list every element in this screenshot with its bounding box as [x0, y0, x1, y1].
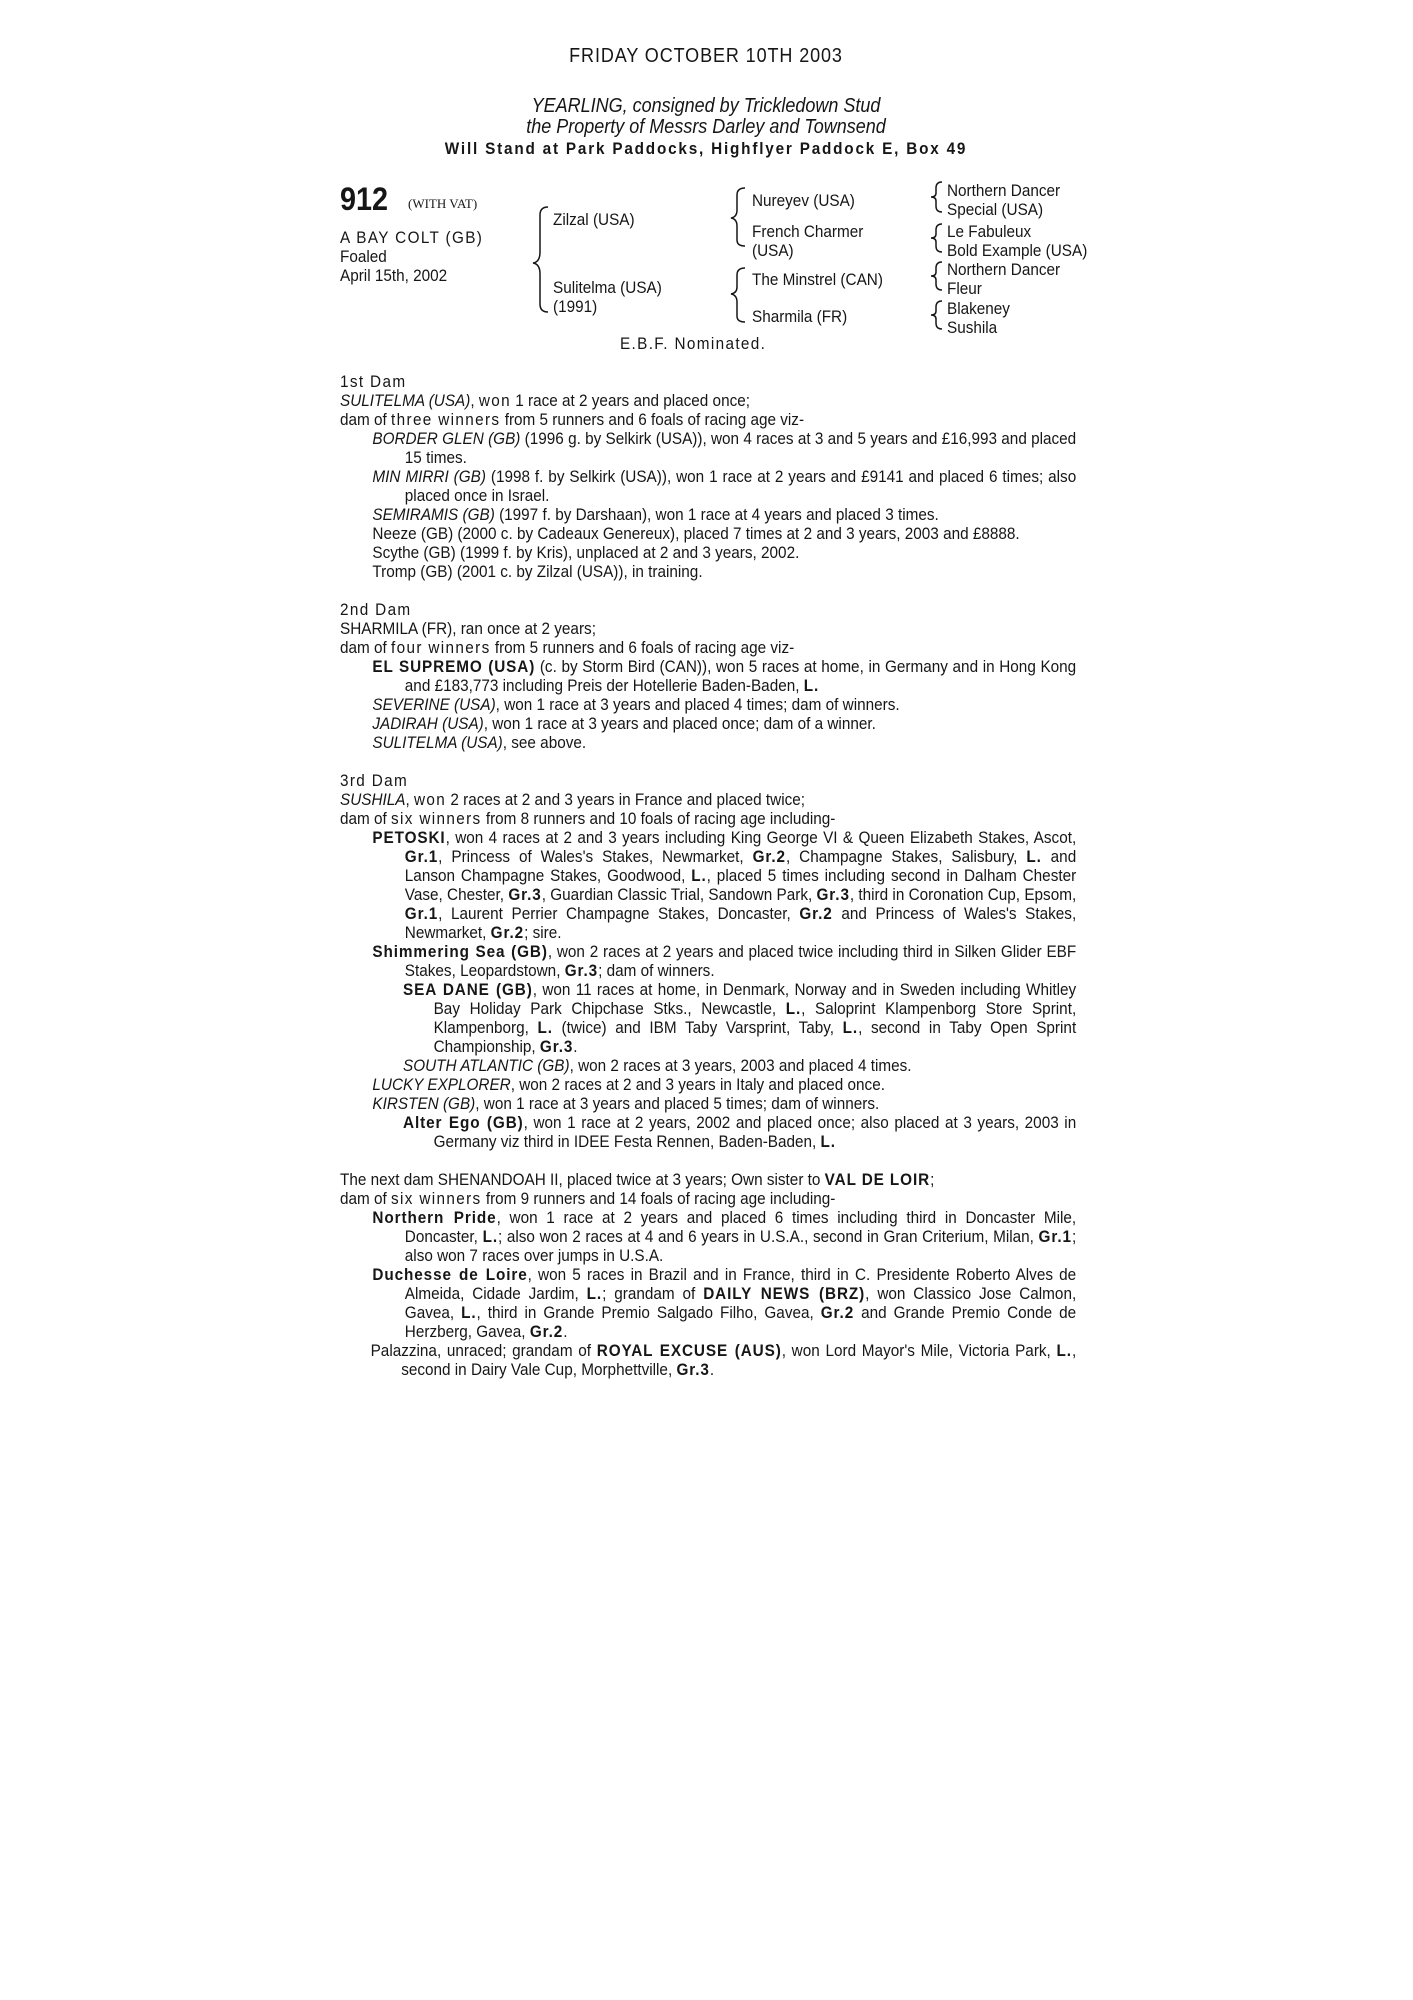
produce-entry: [340, 1075, 1076, 1094]
vat-note: (WITH VAT): [408, 196, 478, 211]
text: ; also won 7 races over jumps in U.S.A.: [404, 1227, 1077, 1265]
produce-entry: [340, 467, 1076, 505]
text: , won 1 race at 3 years and placed 4 times; dam of winners.: [495, 695, 900, 714]
produce-entry: [340, 429, 1076, 467]
produce-entry: [340, 1094, 1076, 1113]
race-grade: L.: [482, 1227, 498, 1246]
brace-sire: [731, 188, 745, 246]
pedigree-dam-dam: Sharmila (FR): [752, 307, 848, 326]
produce-entry: [340, 1341, 1076, 1379]
text: from 9 runners and 14 foals of racing age including-: [481, 1189, 836, 1208]
text: , won 2 races at 2 years and placed twice including third in Silken Glider EBF Stakes, Leopardstown,: [404, 942, 1077, 980]
text: dam of: [340, 1189, 392, 1208]
text: ; sire.: [524, 923, 562, 942]
horse-name: KIRSTEN (GB): [372, 1094, 476, 1113]
text: dam of: [340, 638, 392, 657]
pedigree-gg6: Fleur: [947, 279, 982, 298]
race-grade: L.: [691, 866, 707, 885]
pedigree-gg7: Blakeney: [947, 299, 1010, 318]
pedigree-sire-dam-name: French Charmer: [752, 222, 864, 241]
race-grade: Gr.3: [539, 1037, 574, 1056]
brace-g4: [931, 301, 942, 329]
text: ,: [405, 790, 414, 809]
race-grade: Gr.1: [1038, 1227, 1072, 1246]
horse-name: SOUTH ATLANTIC (GB): [403, 1056, 570, 1075]
horse-name: JADIRAH (USA): [372, 714, 484, 733]
first-dam-name: SULITELMA (USA): [340, 391, 471, 410]
race-grade: L.: [537, 1018, 553, 1037]
race-grade: L.: [785, 999, 802, 1018]
text: .: [573, 1037, 578, 1056]
third-dam-heading: 3rd Dam: [340, 771, 409, 790]
produce-entry: [340, 828, 1076, 942]
third-dam-produce-line: [340, 809, 1076, 828]
horse-name: Shimmering Sea (GB): [372, 942, 548, 961]
text: , won Classico Jose Calmon, Gavea,: [404, 1284, 1077, 1322]
produce-entry: [340, 695, 1076, 714]
text: , placed 5 times including second in Dalham Chester Vase, Chester,: [404, 866, 1077, 904]
text: and Princess of Wales's Stakes, Newmarket,: [404, 904, 1077, 942]
text: , won 11 races at home, in Denmark, Norway and in Sweden including Whitley Bay Holiday Park Chipchase Stks., Newcastle,: [433, 980, 1077, 1018]
pedigree-sire-dam-country: (USA): [752, 241, 794, 260]
text: ; also won 2 races at 4 and 6 years in U.S.A., second in Gran Criterium, Milan,: [497, 1227, 1039, 1246]
text: ,: [470, 391, 479, 410]
race-grade: Gr.2: [820, 1303, 855, 1322]
winners-count: three winners: [391, 410, 501, 429]
horse-name: SULITELMA (USA): [372, 733, 503, 752]
text: (1998 f. by Selkirk (USA)), won 1 race at 2 years and £9141 and placed 6 times; also placed once in Israel.: [404, 467, 1077, 505]
first-dam-line: [340, 391, 1076, 410]
brace-main: [533, 207, 548, 312]
text: , third in Coronation Cup, Epsom,: [849, 885, 1077, 904]
produce-entry: [340, 657, 1076, 695]
produce-entry: Tromp (GB) (2001 c. by Zilzal (USA)), in training.: [372, 562, 703, 581]
produce-entry: [340, 1265, 1076, 1341]
pedigree-gg2: Special (USA): [947, 200, 1044, 219]
race-grade: Gr.2: [529, 1322, 564, 1341]
first-dam-heading: 1st Dam: [340, 372, 407, 391]
horse-name: VAL DE LOIR: [824, 1170, 931, 1189]
horse-name: EL SUPREMO (USA): [372, 657, 536, 676]
produce-entry: [340, 942, 1076, 980]
produce-entry: Scythe (GB) (1999 f. by Kris), unplaced at 2 and 3 years, 2002.: [372, 543, 800, 562]
text: , won 2 races at 3 years, 2003 and placed 4 times.: [569, 1056, 912, 1075]
next-dam-section: [340, 1170, 1076, 1379]
pedigree-dam-year: (1991): [553, 297, 598, 316]
text: , see above.: [502, 733, 587, 752]
race-grade: Gr.2: [799, 904, 833, 923]
lot-number: 912: [340, 181, 389, 217]
consignor-line: YEARLING, consigned by Trickledown Stud: [531, 95, 881, 117]
horse-name: LUCKY EXPLORER: [372, 1075, 511, 1094]
text: (c. by Storm Bird (CAN)), won 5 races at home, in Germany and in Hong Kong and £183,773 including Preis der Hotellerie Baden-Baden,: [404, 657, 1077, 695]
brace-g3: [931, 262, 942, 290]
pedigree-sire-sire: Nureyev (USA): [752, 191, 855, 210]
text: , second in Dairy Vale Cup, Morphettville,: [401, 1341, 1077, 1379]
text: ; grandam of: [602, 1284, 704, 1303]
text: (1997 f. by Darshaan), won 1 race at 4 years and placed 3 times.: [494, 505, 939, 524]
race-grade: L.: [461, 1303, 477, 1322]
foaled-label: Foaled: [340, 247, 387, 266]
produce-entry: [340, 505, 1076, 524]
pedigree-sire-dam: [752, 222, 863, 260]
horse-name: SEA DANE (GB): [403, 980, 533, 999]
text: , won 1 race at 3 years and placed 5 times; dam of winners.: [475, 1094, 880, 1113]
pedigree-dam-sire: The Minstrel (CAN): [752, 270, 883, 289]
pedigree-gg4: Bold Example (USA): [947, 241, 1088, 260]
text: , won 1 race at 2 years, 2002 and placed once; also placed at 3 years, 2003 in Germany viz third in IDEE Festa Rennen, Baden-Baden,: [433, 1113, 1077, 1151]
third-dam-section: [340, 771, 1076, 1151]
pedigree-gg8: Sushila: [947, 318, 998, 337]
text: , Princess of Wales's Stakes, Newmarket,: [438, 847, 753, 866]
text: (twice) and IBM Taby Varsprint, Taby,: [552, 1018, 843, 1037]
horse-name: BORDER GLEN (GB): [372, 429, 521, 448]
sale-date: FRIDAY OCTOBER 10TH 2003: [569, 45, 843, 67]
winners-count: six winners: [391, 1189, 482, 1208]
next-dam-line: [340, 1170, 1076, 1189]
pedigree-gg5: Northern Dancer: [947, 260, 1061, 279]
horse-name: SEVERINE (USA): [372, 695, 496, 714]
text: won: [478, 391, 511, 410]
text: .: [563, 1322, 568, 1341]
horse-name: Alter Ego (GB): [403, 1113, 524, 1132]
brace-g1: [931, 182, 942, 212]
text: and Grande Premio Conde de Herzberg, Gavea,: [404, 1303, 1077, 1341]
race-grade: Gr.2: [490, 923, 525, 942]
text: , won 4 races at 2 and 3 years including King George VI & Queen Elizabeth Stakes, Ascot,: [445, 828, 1077, 847]
brace-g2: [931, 224, 942, 252]
text: , Guardian Classic Trial, Sandown Park,: [541, 885, 817, 904]
pedigree-dam: [553, 278, 662, 316]
horse-name: Duchesse de Loire: [372, 1265, 528, 1284]
text: , won 1 race at 2 years and placed 6 times including third in Doncaster Mile, Doncaster,: [404, 1208, 1077, 1246]
horse-name: ROYAL EXCUSE (AUS): [596, 1341, 782, 1360]
text: , won Lord Mayor's Mile, Victoria Park,: [781, 1341, 1057, 1360]
second-dam-section: [340, 600, 1076, 752]
winners-count: four winners: [391, 638, 491, 657]
next-dam-produce-line: [340, 1189, 1076, 1208]
text: , Champagne Stakes, Salisbury,: [785, 847, 1027, 866]
race-grade: Gr.3: [816, 885, 850, 904]
text: and Lanson Champagne Stakes, Goodwood,: [404, 847, 1077, 885]
produce-entry: [340, 1208, 1076, 1265]
pedigree-gg3: Le Fabuleux: [947, 222, 1032, 241]
produce-entry: [340, 1056, 1076, 1075]
text: Palazzina, unraced; grandam of: [370, 1341, 597, 1360]
horse-name: Northern Pride: [372, 1208, 497, 1227]
third-dam-name: SUSHILA: [340, 790, 406, 809]
text: 1 race at 2 years and placed once;: [510, 391, 750, 410]
produce-entry: [340, 733, 1076, 752]
text: The next dam SHENANDOAH II, placed twice at 3 years; Own sister to: [340, 1170, 825, 1189]
horse-name: MIN MIRRI (GB): [372, 467, 486, 486]
text: from 5 runners and 6 foals of racing age viz-: [490, 638, 795, 657]
first-dam-produce-line: [340, 410, 1076, 429]
produce-entry: [340, 1113, 1076, 1151]
race-grade: L.: [586, 1284, 603, 1303]
text: 2 races at 2 and 3 years in France and placed twice;: [446, 790, 806, 809]
produce-entry: [340, 714, 1076, 733]
race-grade: L.: [803, 676, 820, 695]
text: , third in Grande Premio Salgado Filho, Gavea,: [476, 1303, 821, 1322]
produce-entry: [340, 980, 1076, 1056]
horse-name: DAILY NEWS (BRZ): [703, 1284, 866, 1303]
horse-name: SEMIRAMIS (GB): [372, 505, 495, 524]
ebf-nominated: E.B.F. Nominated.: [620, 334, 767, 353]
text: dam of: [340, 410, 392, 429]
race-grade: L.: [820, 1132, 836, 1151]
text: from 5 runners and 6 foals of racing age viz-: [500, 410, 805, 429]
stand-location: Will Stand at Park Paddocks, Highflyer Paddock E, Box 49: [444, 139, 968, 158]
second-dam-heading: 2nd Dam: [340, 600, 412, 619]
text: , Saloprint Klampenborg Store Sprint, Klampenborg,: [433, 999, 1077, 1037]
race-grade: Gr.2: [752, 847, 786, 866]
catalogue-body: [340, 372, 1076, 1379]
text: from 8 runners and 10 foals of racing age including-: [481, 809, 836, 828]
horse-description: A BAY COLT (GB): [340, 228, 484, 247]
race-grade: Gr.3: [508, 885, 542, 904]
foaled-date: April 15th, 2002: [340, 266, 448, 285]
race-grade: Gr.3: [564, 961, 599, 980]
text: , second in Taby Open Sprint Championship,: [433, 1018, 1077, 1056]
second-dam-line: SHARMILA (FR), ran once at 2 years;: [340, 619, 596, 638]
second-dam-produce-line: [340, 638, 1076, 657]
text: (1996 g. by Selkirk (USA)), won 4 races at 3 and 5 years and £16,993 and placed 15 times.: [404, 429, 1077, 467]
text: .: [709, 1360, 715, 1379]
text: , Laurent Perrier Champagne Stakes, Doncaster,: [438, 904, 800, 923]
winners-count: six winners: [391, 809, 482, 828]
text: , won 5 races in Brazil and in France, third in C. Presidente Roberto Alves de Almeida, Cidade Jardim,: [404, 1265, 1077, 1303]
race-grade: L.: [1026, 847, 1042, 866]
pedigree-gg1: Northern Dancer: [947, 181, 1061, 200]
race-grade: Gr.1: [404, 904, 439, 923]
race-grade: Gr.3: [676, 1360, 710, 1379]
text: , won 1 race at 3 years and placed once; dam of a winner.: [483, 714, 876, 733]
text: , won 2 races at 2 and 3 years in Italy and placed once.: [510, 1075, 885, 1094]
text: dam of: [340, 809, 392, 828]
race-grade: L.: [1056, 1341, 1072, 1360]
third-dam-line: [340, 790, 1076, 809]
text: won: [413, 790, 447, 809]
race-grade: L.: [842, 1018, 859, 1037]
horse-name: PETOSKI: [372, 828, 446, 847]
produce-entry: Neeze (GB) (2000 c. by Cadeaux Genereux), placed 7 times at 2 and 3 years, 2003 and £8888.: [372, 524, 1020, 543]
brace-dam: [731, 268, 745, 322]
pedigree-dam-name: Sulitelma (USA): [553, 278, 662, 297]
text: ;: [930, 1170, 935, 1189]
property-line: the Property of Messrs Darley and Townsend: [526, 116, 886, 138]
text: ; dam of winners.: [598, 961, 715, 980]
first-dam-section: [340, 372, 1076, 581]
race-grade: Gr.1: [404, 847, 439, 866]
pedigree-sire: Zilzal (USA): [553, 210, 635, 229]
